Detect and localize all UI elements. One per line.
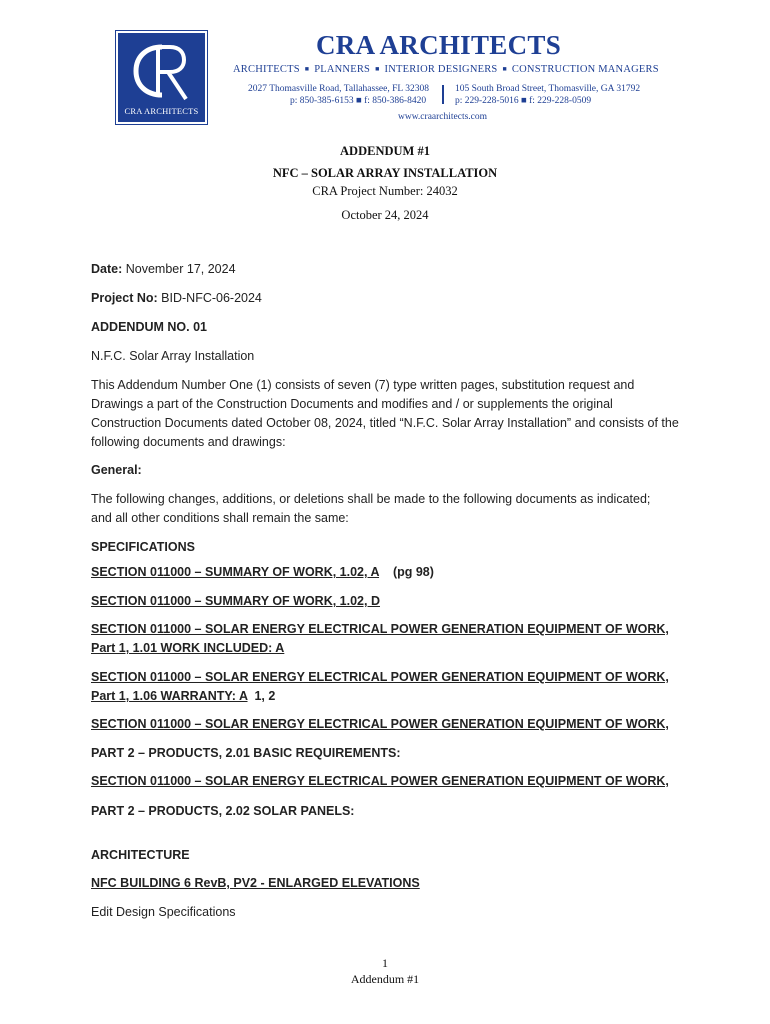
- spec-item-title: SECTION 011000 – SUMMARY OF WORK, 1.02, A: [91, 565, 380, 579]
- date-line: [91, 260, 691, 279]
- date-value: November 17, 2024: [122, 262, 236, 276]
- website-link[interactable]: www.craarchitects.com: [397, 112, 488, 122]
- thomasville-office: [455, 83, 640, 107]
- architecture-label: ARCHITECTURE: [91, 848, 190, 862]
- spec-item-subline: PART 2 – PRODUCTS, 2.02 SOLAR PANELS:: [91, 804, 355, 818]
- separator-square-icon: ■: [304, 65, 310, 73]
- project-number: CRA Project Number: 24032: [312, 184, 458, 198]
- company-logo: [116, 31, 207, 124]
- separator-square-icon: ■: [375, 65, 380, 73]
- separator-square-icon: ■: [502, 65, 507, 73]
- spec-item: [91, 772, 711, 791]
- specifications-label: SPECIFICATIONS: [91, 540, 195, 554]
- edit-design-specifications: Edit Design Specifications: [91, 905, 236, 919]
- intro-paragraph: This Addendum Number One (1) consists of seven (7) type written pages, substitution request and Drawings a part of the Construction Documents and modifies and / or supplements the original Construction Documents dated October 08, 2024, titled “N.F.C. Solar Array Installation” and consists of the following documents and drawings:: [91, 378, 679, 449]
- spec-item-title: SECTION 011000 – SOLAR ENERGY ELECTRICAL POWER GENERATION EQUIPMENT OF WORK,: [91, 717, 669, 731]
- service-interior-designers: INTERIOR DESIGNERS: [384, 64, 498, 75]
- service-construction-managers: CONSTRUCTION MANAGERS: [511, 64, 659, 75]
- thomasville-phone: p: 229-228-5016 ■ f: 229-228-0509: [455, 96, 592, 106]
- spec-item: [91, 563, 691, 582]
- date-label: Date:: [91, 262, 123, 276]
- footer-label: Addendum #1: [350, 972, 420, 986]
- project-value: BID-NFC-06-2024: [157, 291, 262, 305]
- spec-item-note: (pg 98): [379, 565, 434, 579]
- spec-item: [91, 715, 711, 734]
- spec-item-title: SECTION 011000 – SUMMARY OF WORK, 1.02, D: [91, 594, 380, 608]
- service-planners: PLANNERS: [314, 64, 371, 75]
- tallahassee-address: 2027 Thomasville Road, Tallahassee, FL 32308: [248, 84, 429, 94]
- architecture-item-title: NFC BUILDING 6 RevB, PV2 - ENLARGED ELEVATIONS: [91, 876, 420, 890]
- services-line: [233, 64, 659, 75]
- heading-date: October 24, 2024: [341, 208, 429, 222]
- thomasville-address: 105 South Broad Street, Thomasville, GA 31792: [455, 84, 641, 94]
- spec-item-subline: PART 2 – PRODUCTS, 2.01 BASIC REQUIREMENTS:: [91, 746, 401, 760]
- spec-item: [91, 620, 681, 658]
- project-line: [91, 289, 691, 308]
- spec-item-title: SECTION 011000 – SOLAR ENERGY ELECTRICAL POWER GENERATION EQUIPMENT OF WORK, Part 1, 1.06 WARRANTY: A: [91, 670, 669, 703]
- general-paragraph: The following changes, additions, or deletions shall be made to the following documents as indicated; and all other conditions shall remain the same:: [91, 492, 651, 525]
- addendum-number: ADDENDUM NO. 01: [91, 320, 207, 334]
- service-architects: ARCHITECTS: [233, 64, 300, 75]
- architecture-item: [91, 874, 691, 893]
- project-title: NFC – SOLAR ARRAY INSTALLATION: [272, 166, 498, 180]
- project-name: N.F.C. Solar Array Installation: [91, 349, 255, 363]
- tallahassee-phone: p: 850-385-6153 ■ f: 850-386-8420: [290, 96, 427, 106]
- addendum-title: ADDENDUM #1: [340, 144, 430, 158]
- spec-item-title: SECTION 011000 – SOLAR ENERGY ELECTRICAL POWER GENERATION EQUIPMENT OF WORK, Part 1, 1.01 WORK INCLUDED: A: [91, 622, 669, 655]
- address-divider: [442, 85, 444, 104]
- project-label: Project No:: [91, 291, 158, 305]
- spec-item-note: 1, 2: [247, 689, 276, 703]
- spec-item: [91, 668, 681, 706]
- logo-text: CRA ARCHITECTS: [124, 106, 199, 116]
- spec-item: [91, 592, 691, 611]
- page-number: 1: [382, 956, 388, 970]
- general-label: General:: [91, 463, 142, 477]
- firm-name: CRA ARCHITECTS: [316, 30, 562, 60]
- spec-item-title: SECTION 011000 – SOLAR ENERGY ELECTRICAL POWER GENERATION EQUIPMENT OF WORK,: [91, 774, 669, 788]
- tallahassee-office: [248, 83, 429, 107]
